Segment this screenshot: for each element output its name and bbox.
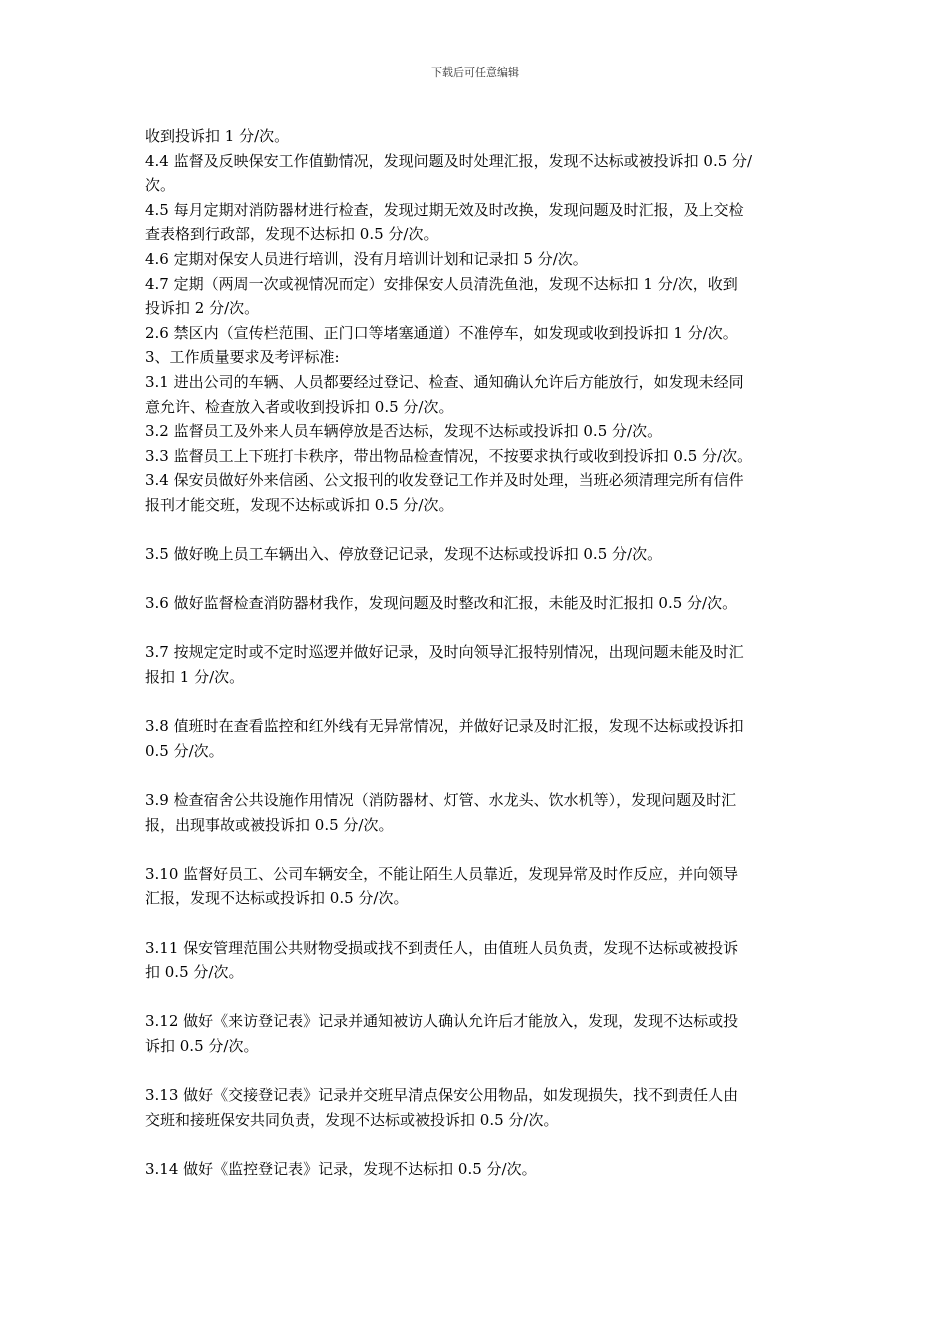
text-line: 3.8 值班时在查看监控和红外线有无异常情况，并做好记录及时汇报，发现不达标或投诉扣 xyxy=(145,717,744,736)
paragraph-spacer xyxy=(145,837,817,862)
text-line: 报刊才能交班，发现不达标或诉扣 0.5 分/次。 xyxy=(145,495,454,514)
text-line: 4.7 定期（两周一次或视情况而定）安排保安人员清洗鱼池，发现不达标扣 1 分/次，收到 xyxy=(145,274,738,293)
paragraph-spacer xyxy=(145,567,817,592)
text-line: 3.6 做好监督检查消防器材我作，发现问题及时整改和汇报，未能及时汇报扣 0.5 分/次。 xyxy=(145,594,738,613)
paragraph-spacer xyxy=(145,1059,817,1084)
paragraph-spacer xyxy=(145,911,817,936)
text-line: 投诉扣 2 分/次。 xyxy=(145,299,260,318)
paragraph-spacer xyxy=(145,763,817,788)
text-line: 3.5 做好晚上员工车辆出入、停放登记记录，发现不达标或投诉扣 0.5 分/次。 xyxy=(145,545,663,564)
section-heading: 3、工作质量要求及考评标准: xyxy=(145,348,340,367)
text-line: 3.12 做好《来访登记表》记录并通知被访人确认允许后才能放入，发现，发现不达标或投 xyxy=(145,1012,739,1031)
text-line: 3.4 保安员做好外来信函、公文报刊的收发登记工作并及时处理，当班必须清理完所有信件 xyxy=(145,471,744,490)
text-line: 查表格到行政部，发现不达标扣 0.5 分/次。 xyxy=(145,225,439,244)
text-line: 报扣 1 分/次。 xyxy=(145,668,245,687)
text-line: 3.13 做好《交接登记表》记录并交班早清点保安公用物品，如发现损失，找不到责任人由 xyxy=(145,1086,739,1105)
text-line: 0.5 分/次。 xyxy=(145,741,224,760)
text-line: 4.5 每月定期对消防器材进行检查，发现过期无效及时改换，发现问题及时汇报，及上交检 xyxy=(145,200,744,219)
text-line: 3.2 监督员工及外来人员车辆停放是否达标，发现不达标或投诉扣 0.5 分/次。 xyxy=(145,422,663,441)
text-line: 报，出现事故或被投诉扣 0.5 分/次。 xyxy=(145,815,394,834)
paragraph-spacer xyxy=(145,985,817,1010)
text-line: 2.6 禁区内（宣传栏范围、正门口等堵塞通道）不准停车，如发现或收到投诉扣 1 分/次。 xyxy=(145,323,738,342)
text-line: 3.7 按规定定时或不定时巡逻并做好记录，及时向领导汇报特别情况，出现问题未能及时汇 xyxy=(145,643,744,662)
text-line: 3.10 监督好员工、公司车辆安全，不能让陌生人员靠近，发现异常及时作反应，并向领导 xyxy=(145,864,739,883)
paragraph-spacer xyxy=(145,1132,817,1157)
text-line: 4.4 监督及反映保安工作值勤情况，发现问题及时处理汇报，发现不达标或被投诉扣 0.5 分/ xyxy=(145,151,753,170)
page-header: 下载后可任意编辑 xyxy=(431,66,519,79)
text-line: 意允许、检查放入者或收到投诉扣 0.5 分/次。 xyxy=(145,397,454,416)
paragraph-spacer xyxy=(145,616,817,641)
paragraph-spacer xyxy=(145,518,817,543)
text-line: 次。 xyxy=(145,176,176,195)
text-line: 3.11 保安管理范围公共财物受损或找不到责任人，由值班人员负责，发现不达标或被投诉 xyxy=(145,938,739,957)
text-line: 3.1 进出公司的车辆、人员都要经过登记、检查、通知确认允许后方能放行，如发现未经同 xyxy=(145,372,744,391)
text-line: 诉扣 0.5 分/次。 xyxy=(145,1036,259,1055)
text-line: 交班和接班保安共同负责，发现不达标或被投诉扣 0.5 分/次。 xyxy=(145,1110,559,1129)
text-line: 汇报，发现不达标或投诉扣 0.5 分/次。 xyxy=(145,889,409,908)
document-body xyxy=(145,124,817,1182)
text-line: 3.3 监督员工上下班打卡秩序，带出物品检查情况，不按要求执行或收到投诉扣 0.5 分/次。 xyxy=(145,446,753,465)
text-line: 4.6 定期对保安人员进行培训，没有月培训计划和记录扣 5 分/次。 xyxy=(145,249,588,268)
text-line: 3.9 检查宿舍公共设施作用情况（消防器材、灯管、水龙头、饮水机等），发现问题及时汇 xyxy=(145,791,737,810)
text-line: 3.14 做好《监控登记表》记录，发现不达标扣 0.5 分/次。 xyxy=(145,1159,537,1178)
text-line: 收到投诉扣 1 分/次。 xyxy=(145,127,290,145)
paragraph-spacer xyxy=(145,690,817,715)
text-line: 扣 0.5 分/次。 xyxy=(145,963,244,982)
